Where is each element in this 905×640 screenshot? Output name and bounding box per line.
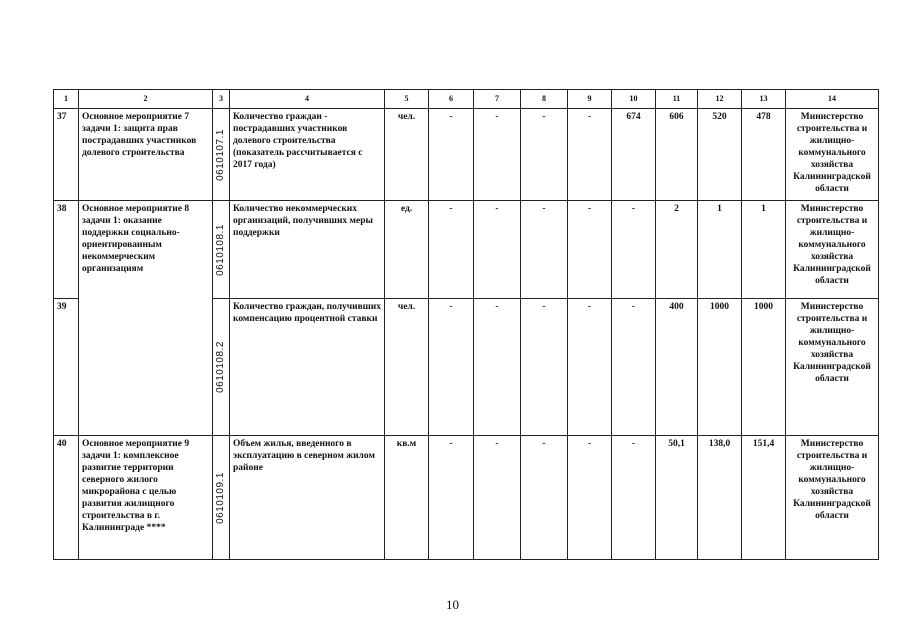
header-cell: 7 <box>474 90 521 109</box>
header-cell: 13 <box>742 90 786 109</box>
value-cell: 50,1 <box>656 436 698 560</box>
page-number: 10 <box>446 597 459 612</box>
indicator-name: Количество граждан, получивших компенсацию процентной ставки <box>230 299 385 436</box>
indicator-name: Количество граждан - пострадавших участников долевого строительства (показатель рассчитывается с 2017 года) <box>230 109 385 201</box>
indicator-name: Количество некоммерческих организаций, получивших меры поддержки <box>230 201 385 299</box>
value-cell: - <box>612 436 656 560</box>
value-cell: - <box>521 201 568 299</box>
header-cell: 3 <box>213 90 230 109</box>
value-cell: - <box>568 436 612 560</box>
value-cell: - <box>474 201 521 299</box>
header-cell: 1 <box>54 90 79 109</box>
indicator-name: Объем жилья, введенного в эксплуатацию в северном жилом районе <box>230 436 385 560</box>
responsible-org: Министерство строительства и жилищно-коммунального хозяйства Калининградской области <box>786 109 879 201</box>
header-row <box>54 90 879 109</box>
value-cell: 520 <box>698 109 742 201</box>
unit: ед. <box>385 201 429 299</box>
budget-code <box>213 299 230 436</box>
header-cell: 11 <box>656 90 698 109</box>
header-cell: 12 <box>698 90 742 109</box>
unit: кв.м <box>385 436 429 560</box>
row-number: 40 <box>54 436 79 560</box>
header-cell: 6 <box>429 90 474 109</box>
table-row <box>54 109 879 201</box>
event-name: Основное мероприятие 7 задачи 1: защита прав пострадавших участников долевого строительства <box>79 109 213 201</box>
value-cell: - <box>612 299 656 436</box>
value-cell: 151,4 <box>742 436 786 560</box>
value-cell: - <box>612 201 656 299</box>
budget-code <box>213 436 230 560</box>
header-cell: 8 <box>521 90 568 109</box>
value-cell: - <box>429 109 474 201</box>
unit: чел. <box>385 109 429 201</box>
row-number: 39 <box>54 299 79 436</box>
value-cell: - <box>474 109 521 201</box>
value-cell: 2 <box>656 201 698 299</box>
responsible-org: Министерство строительства и жилищно-коммунального хозяйства Калининградской области <box>786 436 879 560</box>
value-cell: - <box>521 436 568 560</box>
value-cell: - <box>429 201 474 299</box>
header-cell: 2 <box>79 90 213 109</box>
header-cell: 4 <box>230 90 385 109</box>
responsible-org: Министерство строительства и жилищно-коммунального хозяйства Калининградской области <box>786 299 879 436</box>
value-cell: 1 <box>742 201 786 299</box>
row-number: 37 <box>54 109 79 201</box>
value-cell: 606 <box>656 109 698 201</box>
value-cell: 1000 <box>698 299 742 436</box>
value-cell: 674 <box>612 109 656 201</box>
header-cell: 10 <box>612 90 656 109</box>
value-cell: 1000 <box>742 299 786 436</box>
responsible-org: Министерство строительства и жилищно-коммунального хозяйства Калининградской области <box>786 201 879 299</box>
event-name: Основное мероприятие 9 задачи 1: комплексное развитие территории северного жилого микрорайона с целью развития жилищного строительства в г. Калининграде **** <box>79 436 213 560</box>
value-cell: 1 <box>698 201 742 299</box>
budget-code-text: 0610109.1 <box>215 471 226 524</box>
row-number: 38 <box>54 201 79 299</box>
value-cell: - <box>474 299 521 436</box>
value-cell: - <box>474 436 521 560</box>
budget-code-text: 0610108.1 <box>215 223 226 276</box>
table-row <box>54 436 879 560</box>
budget-code-text: 0610108.2 <box>215 341 226 393</box>
budget-code <box>213 201 230 299</box>
value-cell: - <box>429 436 474 560</box>
value-cell: - <box>521 109 568 201</box>
header-cell: 9 <box>568 90 612 109</box>
header-cell: 5 <box>385 90 429 109</box>
value-cell: - <box>568 109 612 201</box>
value-cell: 478 <box>742 109 786 201</box>
budget-code-text: 0610107.1 <box>215 128 226 181</box>
value-cell: - <box>568 299 612 436</box>
value-cell: - <box>429 299 474 436</box>
value-cell: 400 <box>656 299 698 436</box>
event-name: Основное мероприятие 8 задачи 1: оказание поддержки социально-ориентированным некоммерческим организациям <box>79 201 213 436</box>
unit: чел. <box>385 299 429 436</box>
table-row <box>54 201 879 299</box>
indicators-table <box>53 89 879 560</box>
value-cell: - <box>521 299 568 436</box>
header-cell: 14 <box>786 90 879 109</box>
budget-code <box>213 109 230 201</box>
value-cell: 138,0 <box>698 436 742 560</box>
value-cell: - <box>568 201 612 299</box>
